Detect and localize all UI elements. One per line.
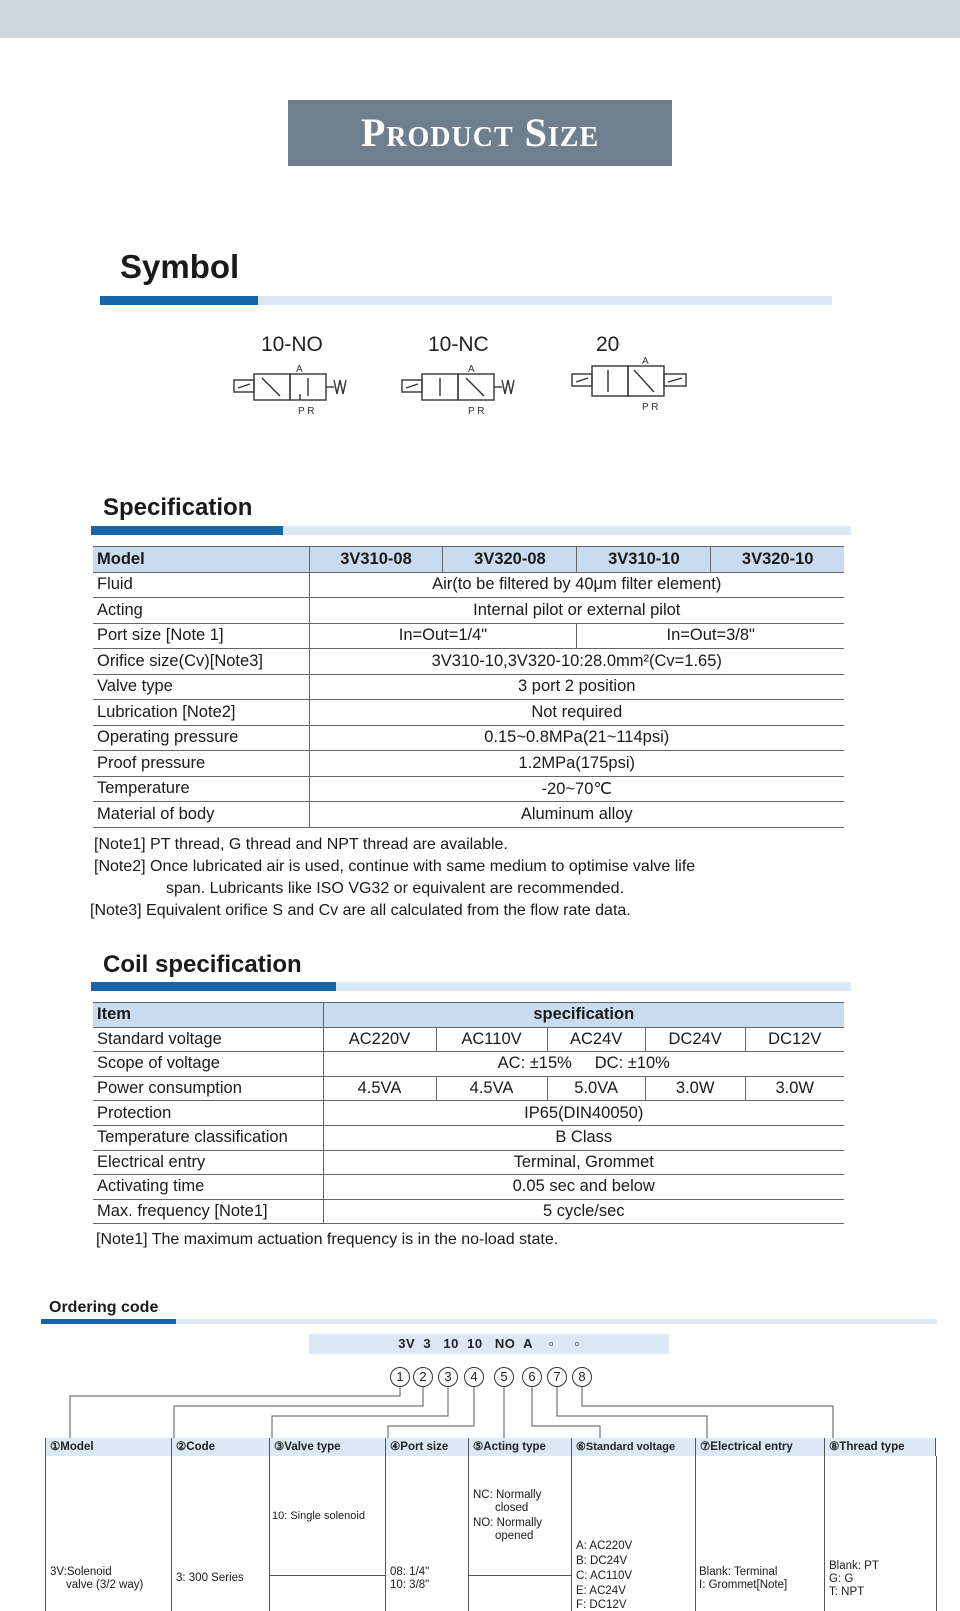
ordering-head-port-size: ④Port size: [385, 1438, 468, 1456]
ordering-port-size-1: 08: 1/4": [390, 1566, 430, 1578]
top-bar: [0, 0, 960, 38]
ordering-head-model: ①Model: [45, 1438, 171, 1456]
ordering-voltage-c: C: AC110V: [576, 1570, 633, 1582]
spec-header-3v310-10: 3V310-10: [577, 547, 711, 573]
ordering-head-code: ②Code: [171, 1438, 269, 1456]
coil-rule: [91, 982, 851, 991]
ordering-number-1: 1: [390, 1367, 410, 1387]
coil-title: Coil specification: [103, 951, 302, 978]
ordering-port-size-2: 10: 3/8": [390, 1579, 430, 1591]
specification-title: Specification: [103, 494, 253, 521]
ordering-voltage-b: B: DC24V: [576, 1555, 628, 1567]
product-size-banner: Product Size: [288, 100, 672, 166]
ordering-head-acting-type: ⑤Acting type: [468, 1438, 571, 1456]
port-pr-label: P R: [298, 406, 315, 417]
ordering-valve-type-value: 10: Single solenoid: [272, 1510, 365, 1522]
spec-header-row: [93, 547, 844, 573]
ordering-acting-nc-cont: closed: [495, 1502, 529, 1514]
valve-symbol-20: [568, 352, 708, 414]
ordering-number-2: 2: [413, 1367, 433, 1387]
spec-header-3v320-08: 3V320-08: [443, 547, 577, 573]
ordering-voltage-a: A: AC220V: [576, 1540, 633, 1552]
ordering-electrical-grommet: I: Grommet[Note]: [699, 1579, 788, 1591]
coil-scope-row: Scope of voltage AC: ±15% DC: ±10%: [93, 1052, 844, 1077]
symbol-label-10-no: 10-NO: [261, 333, 323, 356]
ordering-voltage-e: E: AC24V: [576, 1585, 626, 1597]
ordering-voltage-f: F: DC12V: [576, 1599, 627, 1611]
coil-row: Max. frequency [Note1] 5 cycle/sec: [93, 1199, 844, 1224]
coil-row: Temperature classification B Class: [93, 1125, 844, 1150]
port-a-label: A: [296, 364, 303, 375]
specification-table: [93, 546, 844, 828]
ordering-number-6: 6: [522, 1367, 542, 1387]
coil-table: [93, 1002, 844, 1224]
ordering-title: Ordering code: [49, 1299, 159, 1316]
ordering-model-line-2: valve (3/2 way): [66, 1579, 144, 1591]
spec-note-3: [Note3] Equivalent orifice S and Cv are all calculated from the flow rate data.: [90, 902, 631, 919]
spec-header-model: Model: [93, 547, 309, 573]
symbol-label-10-nc: 10-NC: [428, 333, 489, 356]
valve-symbol-10-no: [230, 358, 360, 420]
coil-header-row: [93, 1003, 844, 1028]
valve-symbol-10-nc: [398, 358, 528, 420]
coil-header-item: Item: [93, 1003, 323, 1028]
symbol-label-20: 20: [596, 333, 620, 356]
ordering-number-8: 8: [572, 1367, 592, 1387]
spec-header-3v320-10: 3V320-10: [711, 547, 844, 573]
ordering-electrical-terminal: Blank: Terminal: [699, 1566, 778, 1578]
spec-row: Material of body Aluminum alloy: [93, 802, 844, 828]
ordering-number-3: 3: [438, 1367, 458, 1387]
spec-row: Acting Internal pilot or external pilot: [93, 598, 844, 624]
ordering-head-valve-type: ③Valve type: [269, 1438, 385, 1456]
ordering-rule: [41, 1319, 937, 1324]
coil-note: [Note1] The maximum actuation frequency is in the no-load state.: [96, 1231, 559, 1248]
ordering-number-4: 4: [464, 1367, 484, 1387]
ordering-model-line-1: 3V:Solenoid: [50, 1566, 112, 1578]
ordering-thread-pt: Blank: PT: [829, 1560, 879, 1572]
ordering-head-electrical-entry: ⑦Electrical entry: [695, 1438, 824, 1456]
spec-note-2: [Note2] Once lubricated air is used, continue with same medium to optimise valve life: [94, 858, 696, 875]
ordering-acting-no: NO: Normally: [473, 1517, 543, 1529]
specification-rule: [91, 526, 851, 535]
ordering-number-7: 7: [547, 1367, 567, 1387]
port-pr-label: P R: [468, 406, 485, 417]
ordering-head-standard-voltage: ⑥Standard voltage: [571, 1438, 695, 1456]
coil-voltage-row: Standard voltage AC220V AC110V AC24V DC24V DC12V: [93, 1027, 844, 1052]
port-pr-label: P R: [642, 402, 659, 413]
ordering-code-string: 3V 3 10 10 NO A ▫ ▫: [309, 1334, 669, 1354]
symbol-rule: [100, 296, 832, 305]
ordering-acting-no-cont: opened: [495, 1530, 534, 1542]
symbol-title: Symbol: [120, 248, 240, 285]
spec-note-2-cont: span. Lubricants like ISO VG32 or equivalent are recommended.: [166, 880, 625, 897]
port-a-label: A: [642, 356, 649, 367]
ordering-code-value: 3: 300 Series: [176, 1572, 244, 1584]
ordering-number-5: 5: [494, 1367, 514, 1387]
port-a-label: A: [468, 364, 475, 375]
spec-note-1: [Note1] PT thread, G thread and NPT thread are available.: [94, 836, 508, 853]
spec-row: Orifice size(Cv)[Note3] 3V310-10,3V320-10:28.0mm²(Cv=1.65): [93, 649, 844, 675]
coil-row: Electrical entry Terminal, Grommet: [93, 1150, 844, 1175]
spec-row: Lubrication [Note2] Not required: [93, 700, 844, 726]
spec-header-3v310-08: 3V310-08: [309, 547, 443, 573]
ordering-head-thread-type: ⑧Thread type: [824, 1438, 936, 1456]
spec-row: Fluid Air(to be filtered by 40μm filter element): [93, 572, 844, 598]
spec-row: Temperature -20~70℃: [93, 776, 844, 802]
spec-row: Proof pressure 1.2MPa(175psi): [93, 751, 844, 777]
ordering-acting-nc: NC: Normally: [473, 1489, 542, 1501]
spec-row: Port size [Note 1] In=Out=1/4" In=Out=3/8": [93, 623, 844, 649]
coil-header-spec: specification: [323, 1003, 844, 1028]
ordering-thread-g: G: G: [829, 1573, 854, 1585]
coil-power-row: Power consumption 4.5VA 4.5VA 5.0VA 3.0W 3.0W: [93, 1076, 844, 1101]
spec-row: Operating pressure 0.15~0.8MPa(21~114psi): [93, 725, 844, 751]
coil-row: Protection IP65(DIN40050): [93, 1101, 844, 1126]
spec-row: Valve type 3 port 2 position: [93, 674, 844, 700]
ordering-thread-npt: T: NPT: [829, 1586, 865, 1598]
coil-row: Activating time 0.05 sec and below: [93, 1175, 844, 1200]
